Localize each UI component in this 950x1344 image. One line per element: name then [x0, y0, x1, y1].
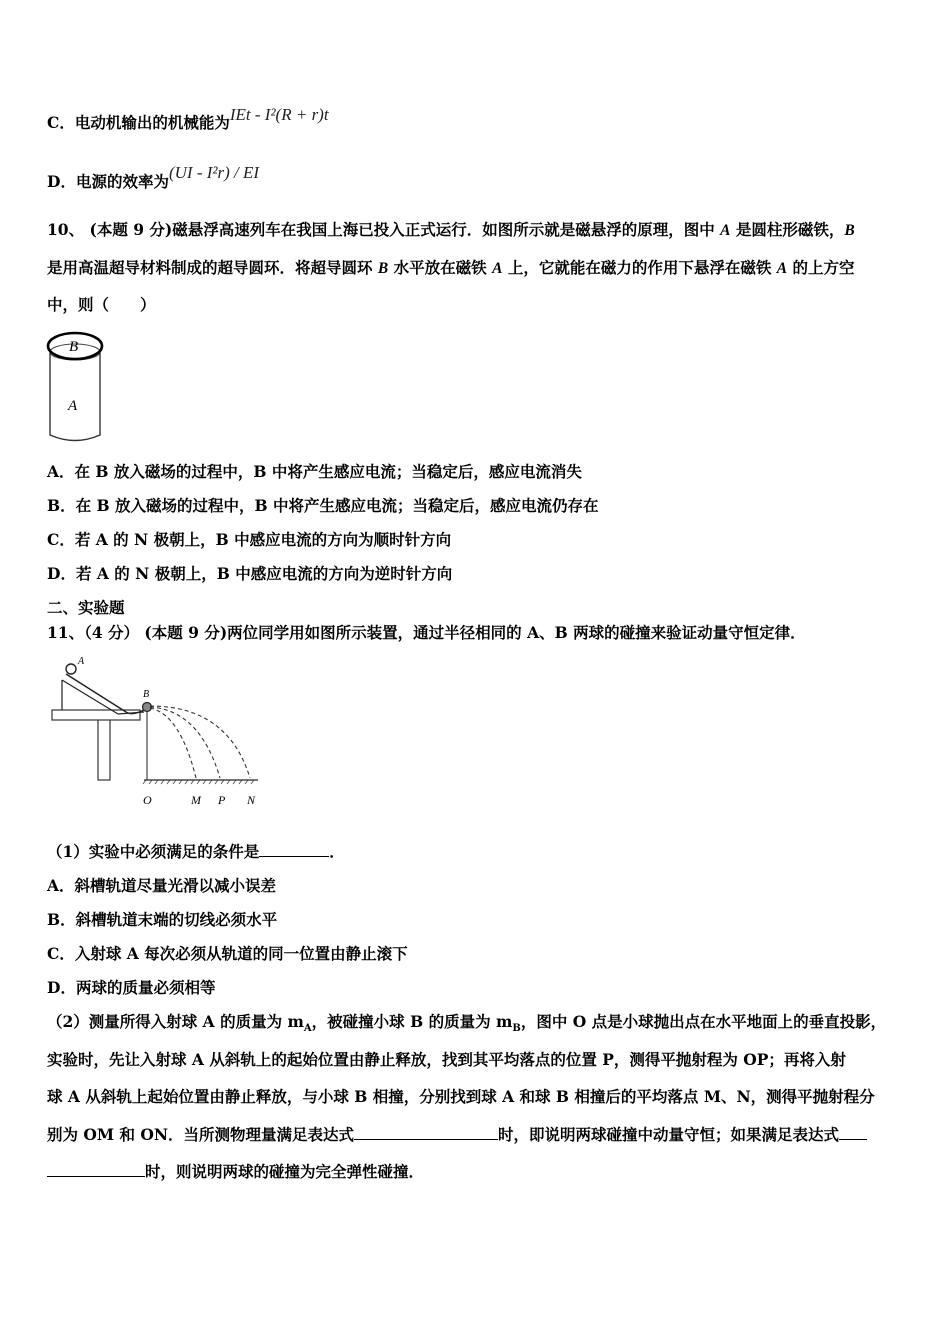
label-n: N: [247, 793, 256, 807]
label-b: B: [69, 339, 79, 355]
answer-blank-3b[interactable]: [47, 1162, 145, 1177]
collision-apparatus-figure: [48, 652, 268, 810]
answer-blank-3a[interactable]: [839, 1125, 867, 1140]
answer-blank-1[interactable]: [259, 842, 329, 857]
q10-line-3: 中，则（ ）: [47, 295, 156, 314]
label-p: P: [218, 793, 226, 807]
trajectory-n: [150, 706, 250, 778]
q11-option-a: A．斜槽轨道尽量光滑以减小误差: [47, 876, 277, 895]
section-title: 二、实验题: [47, 598, 125, 617]
q10-option-c: C．若 A 的 N 极朝上，B 中感应电流的方向为顺时针方向: [47, 530, 452, 549]
magnet-body: [50, 352, 100, 441]
label-ball-b: B: [143, 689, 150, 700]
ball-a: [66, 664, 76, 674]
formula-c: IEt - I²(R + r)t: [229, 105, 329, 124]
q11-option-b: B．斜槽轨道末端的切线必须水平: [47, 910, 278, 929]
magnet-figure: [44, 330, 106, 445]
q11-part2-line-1: （2）测量所得入射球 A 的质量为 $m_A$，被碰撞小球 B 的质量为 $m_B$，图中 O 点是小球抛出点在水平地面上的垂直投影，: [47, 1012, 887, 1035]
prev-option-c: C．电动机输出的机械能为IEt - I²(R + r)t: [47, 105, 329, 132]
q11-part2-line-4: 别为 OM 和 ON．当所测物理量满足表达式 时，即说明两球碰撞中动量守恒；如果满足表达式: [47, 1125, 867, 1145]
q11-option-d: D．两球的质量必须相等: [47, 978, 216, 997]
formula-d: (UI - I²r) / EI: [168, 163, 260, 182]
q10-option-a: A．在 B 放入磁场的过程中，B 中将产生感应电流；当稳定后，感应电流消失: [47, 462, 582, 481]
q11-part1: （1）实验中必须满足的条件是 ．: [47, 842, 345, 861]
q11-part2-line-3: 球 A 从斜轨上起始位置由静止释放，与小球 B 相撞，分别找到球 A 和球 B 相撞后的平均落点 M、N，测得平抛射程分: [47, 1087, 875, 1106]
stand-post: [98, 718, 110, 780]
label-m: M: [191, 793, 201, 807]
label-ball-a: A: [78, 656, 85, 667]
trajectory-p: [150, 707, 220, 778]
label-o: O: [143, 793, 152, 807]
q11-option-c: C．入射球 A 每次必须从轨道的同一位置由静止滚下: [47, 944, 408, 963]
q11-stem: 11、（4 分） (本题 9 分)两位同学用如图所示装置，通过半径相同的 A、B 两球的碰撞来验证动量守恒定律．: [47, 623, 806, 642]
answer-blank-2[interactable]: [354, 1125, 498, 1140]
q10-line-2: 是用高温超导材料制成的超导圆环．将超导圆环 B 水平放在磁铁 A 上，它就能在磁力的作用下悬浮在磁铁 A 的上方空: [47, 258, 855, 277]
q10-option-d: D．若 A 的 N 极朝上，B 中感应电流的方向为逆时针方向: [47, 564, 453, 583]
q10-line-1: 10、 (本题 9 分)磁悬浮高速列车在我国上海已投入正式运行．如图所示就是磁悬浮的原理，图中 A 是圆柱形磁铁，B: [47, 220, 855, 239]
table-top: [52, 710, 140, 720]
prev-option-d: D．电源的效率为(UI - I²r) / EI: [47, 163, 260, 191]
q11-part2-line-2: 实验时，先让入射球 A 从斜轨上的起始位置由静止释放，找到其平均落点的位置 P，测得平抛射程为 OP；再将入射: [47, 1050, 846, 1069]
q10-option-b: B．在 B 放入磁场的过程中，B 中将产生感应电流；当稳定后，感应电流仍存在: [47, 496, 599, 515]
ramp-upper-edge: [66, 674, 126, 712]
ramp-lower-edge: [62, 680, 118, 714]
trajectory-m: [150, 708, 196, 778]
q11-part2-line-5: 时，则说明两球的碰撞为完全弹性碰撞．: [47, 1162, 424, 1182]
label-a: A: [68, 398, 78, 414]
